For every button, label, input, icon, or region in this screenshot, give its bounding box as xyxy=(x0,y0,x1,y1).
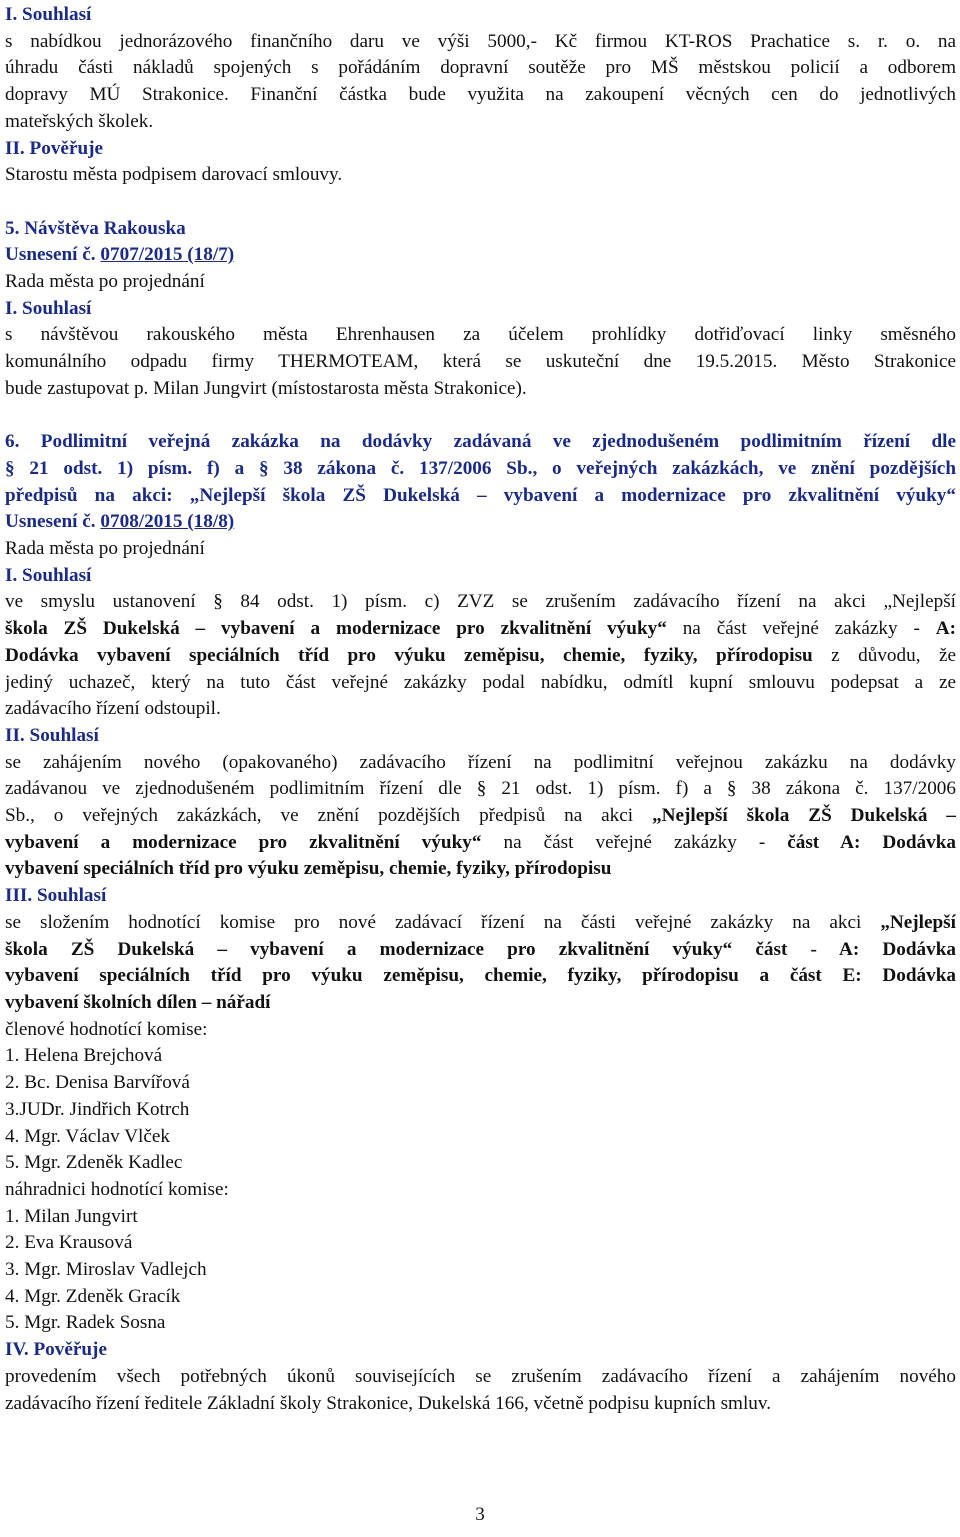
section-5-title: 5. Návštěva Rakouska xyxy=(5,217,186,239)
paragraph-line: mateřských školek. xyxy=(5,110,154,132)
resolution-label: Usnesení č. xyxy=(5,244,101,266)
text-run: na část veřejné zakázky - xyxy=(481,831,788,853)
substitute-member: 2. Eva Krausová xyxy=(5,1232,133,1254)
council-line: Rada města po projednání xyxy=(5,271,205,293)
paragraph-line xyxy=(5,803,956,830)
paragraph-line: dopravy MÚ Strakonice. Finanční částka bude využita na zakoupení věcných cen do jednotlivých xyxy=(5,84,956,106)
substitute-member: 5. Mgr. Radek Sosna xyxy=(5,1312,166,1334)
lot-name: vybavení speciálních tříd pro výuku zeměpisu, chemie, fyziky, přírodopisu a část E: Dodávka xyxy=(5,965,956,987)
resolution-id: 0707/2015 (18/7) xyxy=(100,244,235,266)
heading-souhlasi: II. Souhlasí xyxy=(5,724,99,746)
spacer xyxy=(5,189,956,216)
paragraph-line: s nabídkou jednorázového finančního daru ve výši 5000,- Kč firmou KT-ROS Prachatice s. r. o. na xyxy=(5,30,956,52)
spacer xyxy=(5,403,956,430)
section-6-title-tail: , o veřejných zakázkách, ve znění pozdějších xyxy=(532,457,956,479)
lot-name: vybavení speciálních tříd pro výuku zeměpisu, chemie, fyziky, přírodopisu xyxy=(5,858,612,880)
project-name: škola ZŠ Dukelská – vybavení a modernizace pro zkvalitnění výuky“ část - A: Dodávka xyxy=(5,938,956,960)
project-name: „Nejlepší škola ZŠ Dukelská – xyxy=(652,805,956,827)
text-run-bold: A: xyxy=(935,618,956,640)
paragraph-line xyxy=(5,643,956,670)
paragraph-line: provedením všech potřebných úkonů souvisejících se zrušením zadávacího řízení a zahájením nového xyxy=(5,1365,956,1387)
text-run: na část veřejné zakázky - xyxy=(666,618,936,640)
text-run: se složením hodnotící komise pro nové zadávací řízení na části veřejné zakázky na akci xyxy=(5,911,881,933)
heading-souhlasi: I. Souhlasí xyxy=(5,4,92,25)
paragraph-line: s návštěvou rakouského města Ehrenhausen za účelem prohlídky dotřiďovací linky směsného xyxy=(5,324,956,346)
committee-member: 2. Bc. Denisa Barvířová xyxy=(5,1072,190,1094)
paragraph-line xyxy=(5,616,956,643)
substitutes-label: náhradnici hodnotící komise: xyxy=(5,1178,229,1200)
resolution-number xyxy=(5,242,956,269)
paragraph-line: zadávanou ve zjednodušeném podlimitním řízení dle § 21 odst. 1) písm. f) a § 38 zákona č. 137/2006 xyxy=(5,778,956,800)
heading-souhlasi: III. Souhlasí xyxy=(5,885,107,907)
project-name: vybavení a modernizace pro zkvalitnění výuky“ xyxy=(5,831,482,853)
heading-souhlasi: I. Souhlasí xyxy=(5,564,92,586)
resolution-label: Usnesení č. xyxy=(5,511,101,533)
committee-member: 3.JUDr. Jindřich Kotrch xyxy=(5,1098,190,1120)
paragraph-line: zadávacího řízení odstoupil. xyxy=(5,698,221,720)
section-6-title: 6. Podlimitní veřejná zakázka na dodávky zadávaná ve zjednodušeném podlimitním řízení dle xyxy=(5,431,956,453)
page-number: 3 xyxy=(475,1504,485,1525)
paragraph-line: zadávacího řízení ředitele Základní školy Strakonice, Dukelská 166, včetně podpisu kupních smluv. xyxy=(5,1392,772,1414)
paragraph-line: se zahájením nového (opakovaného) zadávacího řízení na podlimitní veřejnou zakázku na dodávky xyxy=(5,751,956,773)
paragraph-line: ve smyslu ustanovení § 84 odst. 1) písm. c) ZVZ se zrušením zadávacího řízení na akci „Nejlepší xyxy=(5,591,956,613)
paragraph-line: komunálního odpadu firmy THERMOTEAM, která se uskuteční dne 19.5.2015. Město Strakonice xyxy=(5,351,956,373)
section-6-title-bold: § 21 odst. 1) písm. f) a § 38 zákona č. 137/2006 Sb. xyxy=(5,457,533,479)
committee-member: 5. Mgr. Zdeněk Kadlec xyxy=(5,1152,183,1174)
paragraph-line: Starostu města podpisem darovací smlouvy. xyxy=(5,164,343,186)
substitute-member: 3. Mgr. Miroslav Vadlejch xyxy=(5,1259,207,1281)
lot-name: Dodávka vybavení speciálních tříd pro výuku zeměpisu, chemie, fyziky, přírodopisu xyxy=(5,644,813,666)
heading-poveruje: IV. Pověřuje xyxy=(5,1339,107,1361)
heading-souhlasi: I. Souhlasí xyxy=(5,297,92,319)
lot-name: část A: Dodávka xyxy=(787,831,956,853)
project-name: škola ZŠ Dukelská – vybavení a modernizace pro zkvalitnění výuky“ xyxy=(5,618,667,640)
paragraph-line xyxy=(5,830,956,857)
section-6-title-line xyxy=(5,456,956,483)
substitute-member: 1. Milan Jungvirt xyxy=(5,1205,138,1227)
paragraph-line: bude zastupovat p. Milan Jungvirt (místostarosta města Strakonice). xyxy=(5,377,527,399)
committee-members-label: členové hodnotící komise: xyxy=(5,1018,208,1040)
committee-member: 1. Helena Brejchová xyxy=(5,1045,163,1067)
text-run: z důvodu, že xyxy=(812,644,956,666)
paragraph-line: jediný uchazeč, který na tuto část veřejné zakázky podal nabídku, odmítl kupní smlouvu podepsat a ze xyxy=(5,671,956,693)
section-6-title-line: předpisů na akci: „Nejlepší škola ZŠ Dukelská – vybavení a modernizace pro zkvalitnění výuky“ xyxy=(5,484,956,506)
heading-poveruje: II. Pověřuje xyxy=(5,137,104,159)
lot-name: vybavení školních dílen – nářadí xyxy=(5,991,271,1013)
paragraph-line: úhradu části nákladů spojených s pořádáním dopravní soutěže pro MŠ městskou policií a odborem xyxy=(5,57,956,79)
council-line: Rada města po projednání xyxy=(5,538,205,560)
committee-member: 4. Mgr. Václav Vlček xyxy=(5,1125,171,1147)
text-run: Sb., o veřejných zakázkách, ve znění pozdějších předpisů na akci xyxy=(5,805,653,827)
project-name: „Nejlepší xyxy=(880,911,956,933)
resolution-number xyxy=(5,509,956,536)
paragraph-line xyxy=(5,910,956,937)
substitute-member: 4. Mgr. Zdeněk Gracík xyxy=(5,1285,181,1307)
resolution-id: 0708/2015 (18/8) xyxy=(100,511,235,533)
